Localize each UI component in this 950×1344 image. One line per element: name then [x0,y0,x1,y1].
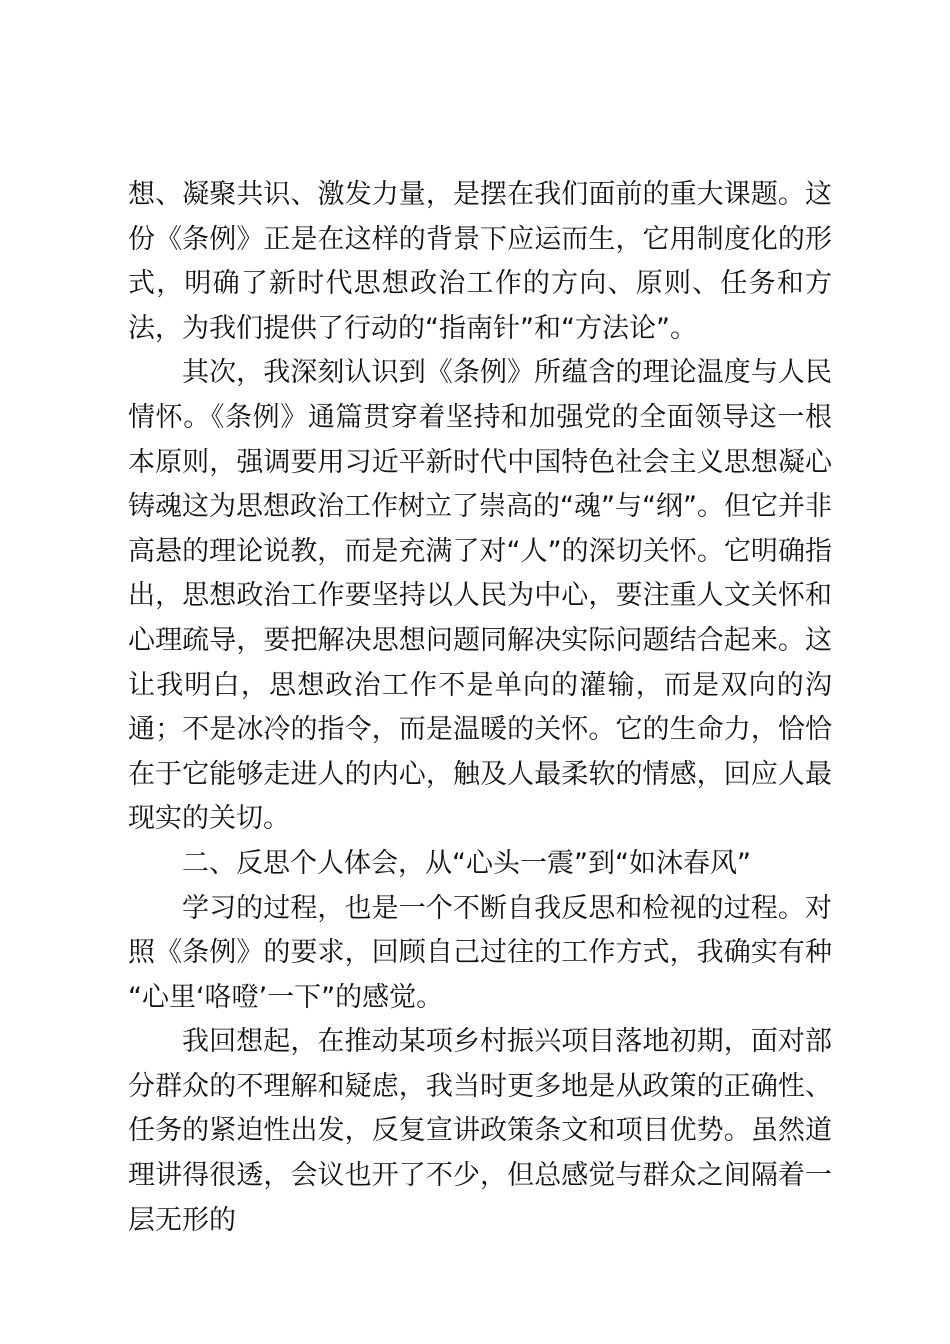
document-body [128,173,832,1243]
paragraph-4: 我回想起，在推动某项乡村振兴项目落地初期，面对部分群众的不理解和疑虑，我当时更多地是从政策的正确性、任务的紧迫性出发，反复宣讲政策条文和项目优势。虽然道理讲得很透，会议也开了不少，但总感觉与群众之间隔着一层无形的 [128,1026,832,1236]
paragraph-1: 想、凝聚共识、激发力量，是摆在我们面前的重大课题。这份《条例》正是在这样的背景下应运而生，它用制度化的形式，明确了新时代思想政治工作的方向、原则、任务和方法，为我们提供了行动的“指南针”和“方法论”。 [128,179,832,344]
paragraph-2: 其次，我深刻认识到《条例》所蕴含的理论温度与人民情怀。《条例》通篇贯穿着坚持和加强党的全面领导这一根本原则，强调要用习近平新时代中国特色社会主义思想凝心铸魂这为思想政治工作树立了崇高的“魂”与“纲”。但它并非高悬的理论说教，而是充满了对“人”的深切关怀。它明确指出，思想政治工作要坚持以人民为中心，要注重人文关怀和心理疏导，要把解决思想问题同解决实际问题结合起来。这让我明白，思想政治工作不是单向的灌输，而是双向的沟通；不是冰冷的指令，而是温暖的关怀。它的生命力，恰恰在于它能够走进人的内心，触及人最柔软的情感，回应人最现实的关切。 [128,357,832,835]
paragraph-3: 学习的过程，也是一个不断自我反思和检视的过程。对照《条例》的要求，回顾自己过往的工作方式，我确实有种 “心里‘咯噔’一下”的感觉。 [128,892,832,1013]
section-heading: 二、反思个人体会，从“心头一震”到“如沐春风” [182,847,751,879]
